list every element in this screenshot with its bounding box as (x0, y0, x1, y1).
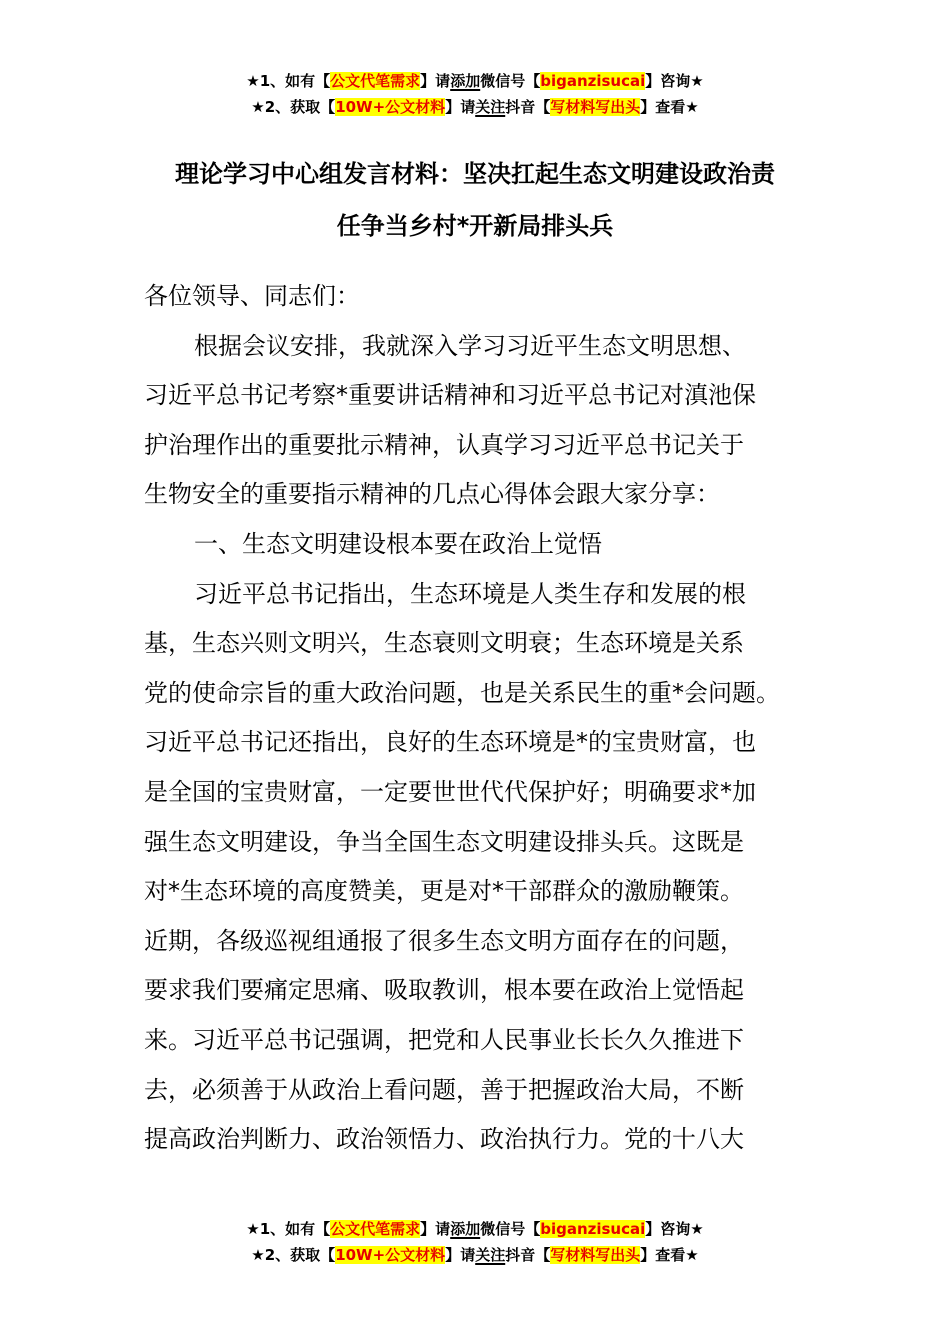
banner-highlight: biganzisucai (540, 1220, 646, 1238)
banner-underlined: 添加 (450, 1220, 481, 1238)
document-title (100, 148, 850, 252)
banner-underlined: 关注 (475, 98, 506, 116)
banner-text: 】请 (420, 1220, 451, 1238)
banner-text: 】咨询★ (645, 1220, 704, 1238)
paragraph-line: 近期，各级巡视组通报了很多生态文明方面存在的问题， (144, 926, 744, 955)
banner-highlight: 写材料写出头 (550, 98, 641, 116)
banner-line-2 (0, 94, 950, 120)
banner-underlined: 关注 (475, 1246, 506, 1264)
paragraph-line: 强生态文明建设，争当全国生态文明建设排头兵。这既是 (144, 827, 744, 856)
banner-highlight: 公文代笔需求 (330, 72, 421, 90)
paragraph-line: 基，生态兴则文明兴，生态衰则文明衰；生态环境是关系 (144, 629, 744, 658)
banner-highlight: 公文代笔需求 (330, 1220, 421, 1238)
paragraph-line: 生物安全的重要指示精神的几点心得体会跟大家分享： (144, 480, 720, 509)
title-line: 理论学习中心组发言材料：坚决扛起生态文明建设政治责 (175, 160, 775, 188)
paragraph-line: 是全国的宝贵财富，一定要世世代代保护好；明确要求*加 (144, 777, 756, 806)
banner-text: 】请 (445, 98, 476, 116)
banner-text: ★2、获取【 (251, 98, 336, 116)
paragraph-line: 提高政治判断力、政治领悟力、政治执行力。党的十八大 (144, 1125, 744, 1154)
banner-highlight: 10W+公文材料 (335, 1246, 446, 1264)
banner-line-1 (0, 1216, 950, 1242)
banner-line-1 (0, 68, 950, 94)
paragraph-line: 要求我们要痛定思痛、吸取教训，根本要在政治上觉悟起 (144, 976, 744, 1005)
banner-text: 】请 (420, 72, 451, 90)
banner-text: 】咨询★ (645, 72, 704, 90)
paragraph-line: 去，必须善于从政治上看问题，善于把握政治大局，不断 (144, 1075, 744, 1104)
paragraph-line: 习近平总书记考察*重要讲话精神和习近平总书记对滇池保 (144, 381, 756, 410)
banner-highlight: 10W+公文材料 (335, 98, 446, 116)
salutation: 各位领导、同志们： (144, 282, 360, 310)
paragraph-line: 党的使命宗旨的重大政治问题，也是关系民生的重*会问题。 (144, 678, 780, 707)
section-heading: 一、生态文明建设根本要在政治上觉悟 (194, 529, 602, 558)
banner-text: ★1、如有【 (246, 1220, 331, 1238)
banner-text: 】查看★ (640, 98, 699, 116)
paragraph-line: 习近平总书记还指出，良好的生态环境是*的宝贵财富，也 (144, 728, 756, 757)
document-body (144, 272, 824, 1165)
paragraph-line: 对*生态环境的高度赞美，更是对*干部群众的激励鞭策。 (144, 877, 744, 906)
banner-text: ★2、获取【 (251, 1246, 336, 1264)
banner-underlined: 添加 (450, 72, 481, 90)
banner-line-2 (0, 1242, 950, 1268)
title-line: 任争当乡村*开新局排头兵 (336, 212, 614, 240)
banner-text: 抖音【 (505, 98, 551, 116)
banner-highlight: biganzisucai (540, 72, 646, 90)
paragraph-line: 护治理作出的重要批示精神，认真学习习近平总书记关于 (144, 430, 744, 459)
banner-text: 抖音【 (505, 1246, 551, 1264)
banner-text: ★1、如有【 (246, 72, 331, 90)
banner-text: 微信号【 (480, 72, 541, 90)
paragraph-line: 来。习近平总书记强调，把党和人民事业长长久久推进下 (144, 1025, 744, 1054)
banner-text: 】请 (445, 1246, 476, 1264)
paragraph-line: 习近平总书记指出，生态环境是人类生存和发展的根 (194, 579, 746, 608)
paragraph-line: 根据会议安排，我就深入学习习近平生态文明思想、 (194, 331, 746, 360)
banner-highlight: 写材料写出头 (550, 1246, 641, 1264)
header-banner (0, 68, 950, 120)
footer-banner (0, 1216, 950, 1268)
banner-text: 】查看★ (640, 1246, 699, 1264)
banner-text: 微信号【 (480, 1220, 541, 1238)
